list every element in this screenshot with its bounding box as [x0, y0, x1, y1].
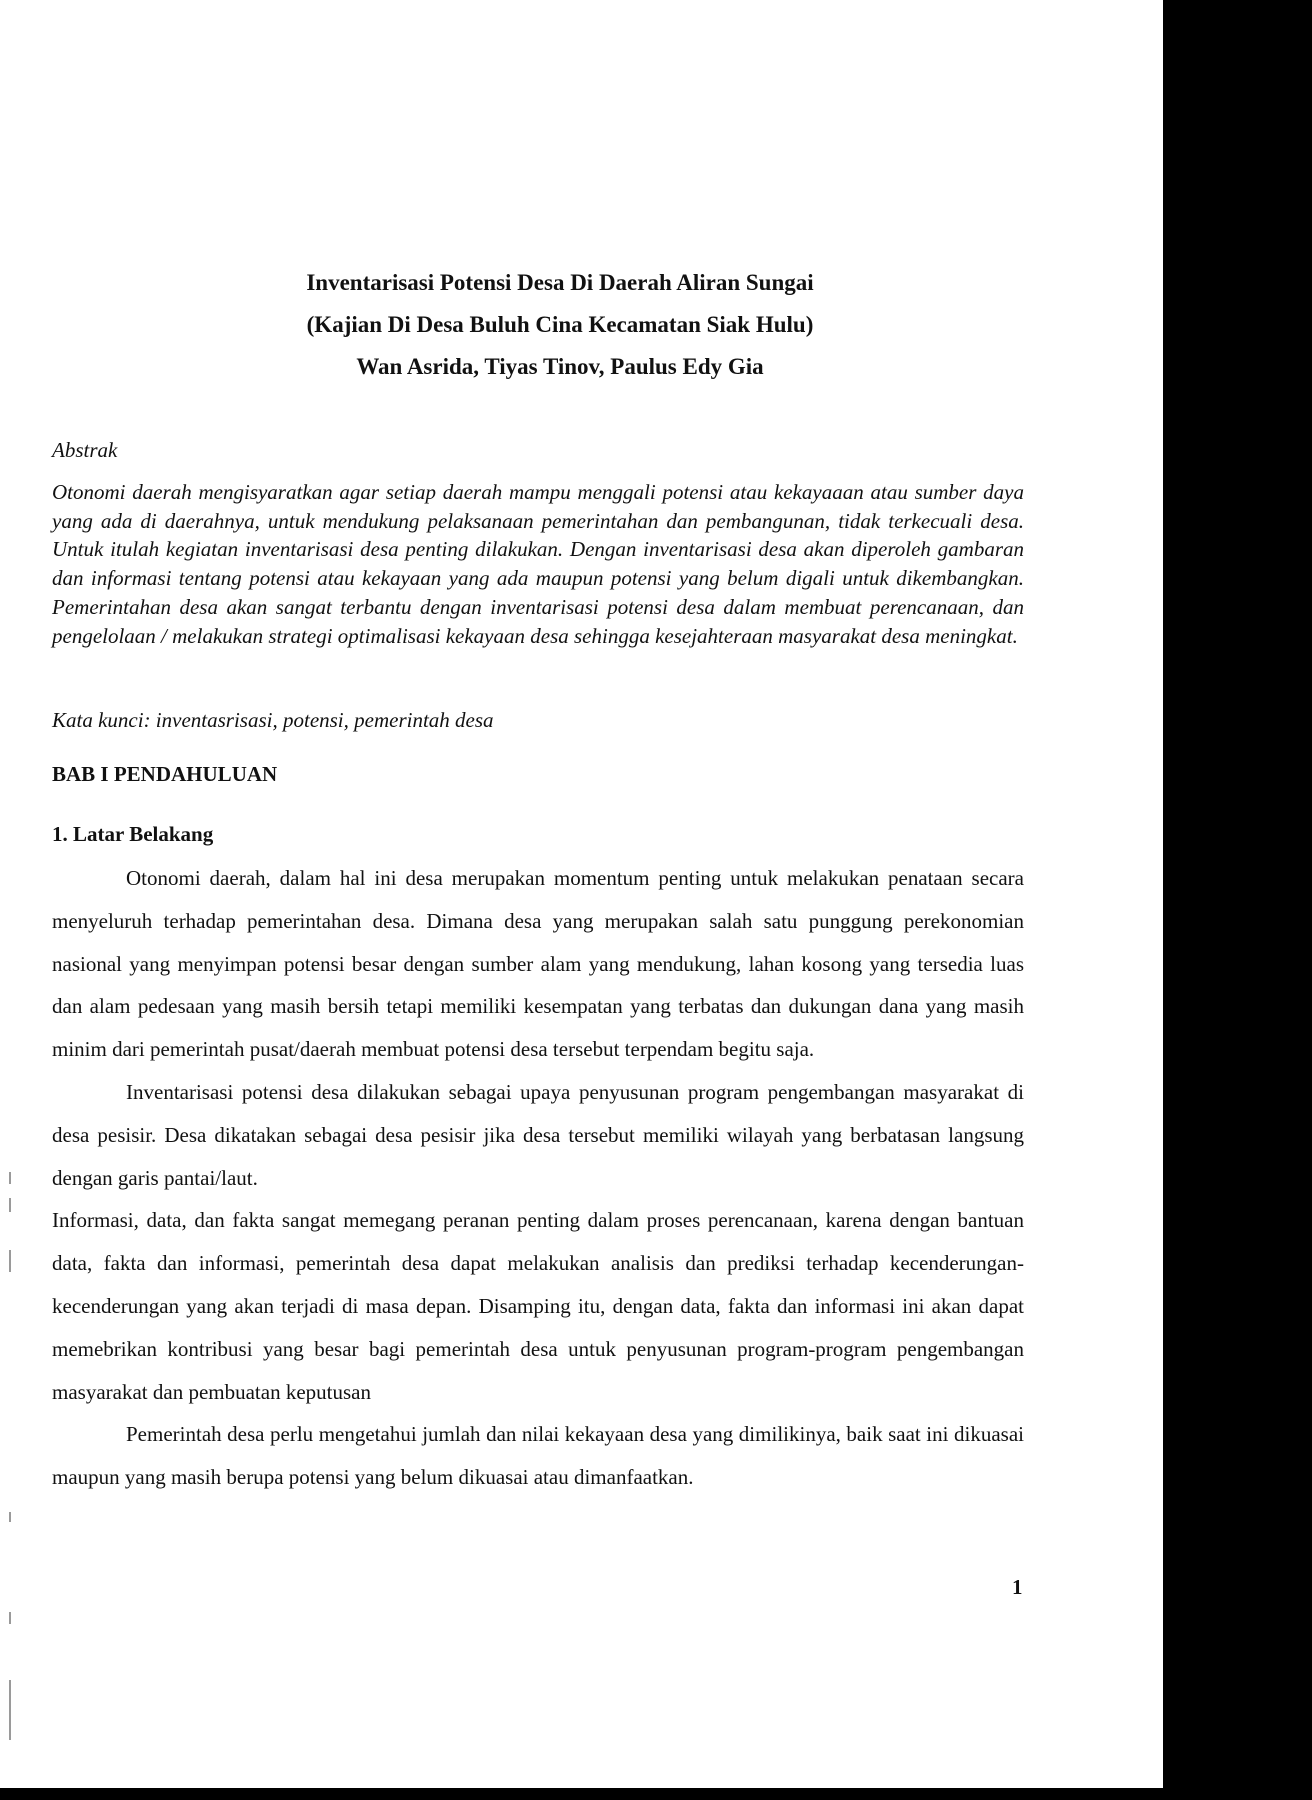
- body-paragraph: Inventarisasi potensi desa dilakukan sebagai upaya penyusunan program pengembangan masyarakat di desa pesisir. Desa dikatakan sebagai desa pesisir jika desa tersebut memiliki wilayah yang berbatasan langsung dengan garis pantai/laut.: [52, 1079, 1024, 1190]
- abstract-text: Otonomi daerah mengisyaratkan agar setiap daerah mampu menggali potensi atau kekayaaan atau sumber daya yang ada di daerahnya, untuk mendukung pelaksanaan pemerintahan dan pembangunan, tidak terkecuali desa. Untuk itulah kegiatan inventarisasi desa penting dilakukan. Dengan inventarisasi desa akan diperoleh gambaran dan informasi tentang potensi atau kekayaan yang ada maupun potensi yang belum digali untuk dikembangkan. Pemerintahan desa akan sangat terbantu dengan inventarisasi potensi desa dalam membuat perencanaan, dan pengelolaan / melakukan strategi optimalisasi kekayaan desa sehingga kesejahteraan masyarakat desa meningkat.: [52, 480, 1024, 648]
- body-paragraph: Otonomi daerah, dalam hal ini desa merupakan momentum penting untuk melakukan penataan secara menyeluruh terhadap pemerintahan desa. Dimana desa yang merupakan salah satu punggung perekonomian nasional yang menyimpan potensi besar dengan sumber alam yang mendukung, lahan kosong yang tersedia luas dan alam pedesaan yang masih bersih tetapi memiliki kesempatan yang terbatas dan dukungan dana yang masih minim dari pemerintah pusat/daerah membuat potensi desa tersebut terpendam begitu saja.: [52, 866, 1024, 1062]
- section-heading: 1. Latar Belakang: [52, 822, 214, 846]
- paper-subtitle: (Kajian Di Desa Buluh Cina Kecamatan Siak Hulu): [306, 312, 814, 337]
- body-paragraph: Informasi, data, dan fakta sangat memegang peranan penting dalam proses perencanaan, karena dengan bantuan data, fakta dan informasi, pemerintah desa dapat melakukan analisis dan prediksi terhadap kecenderungan-kecenderungan yang akan terjadi di masa depan. Disamping itu, dengan data, fakta dan informasi ini akan dapat memebrikan kontribusi yang besar bagi pemerintah desa untuk penyusunan program-program pengembangan masyarakat dan pembuatan keputusan: [52, 1208, 1024, 1404]
- scan-gutter-mark: [9, 1172, 11, 1184]
- title-block: [180, 262, 940, 388]
- scan-gutter-mark: [9, 1250, 11, 1272]
- paper-authors: Wan Asrida, Tiyas Tinov, Paulus Edy Gia: [356, 354, 764, 379]
- scan-border-right: [1163, 0, 1312, 1800]
- scan-gutter-mark: [9, 1612, 11, 1624]
- scan-border-bottom: [0, 1788, 1312, 1800]
- page-number: 1: [1012, 1575, 1023, 1599]
- scan-gutter-mark: [9, 1680, 11, 1740]
- body-text: [52, 857, 1024, 1499]
- keywords: Kata kunci: inventasrisasi, potensi, pemerintah desa: [52, 708, 494, 732]
- scan-gutter-mark: [9, 1512, 11, 1522]
- body-paragraph: Pemerintah desa perlu mengetahui jumlah dan nilai kekayaan desa yang dimilikinya, baik saat ini dikuasai maupun yang masih berupa potensi yang belum dikuasai atau dimanfaatkan.: [52, 1422, 1024, 1490]
- paper-title: Inventarisasi Potensi Desa Di Daerah Aliran Sungai: [306, 270, 814, 295]
- chapter-heading: BAB I PENDAHULUAN: [52, 762, 278, 786]
- scan-gutter-mark: [9, 1198, 11, 1212]
- abstract-label: Abstrak: [52, 438, 118, 462]
